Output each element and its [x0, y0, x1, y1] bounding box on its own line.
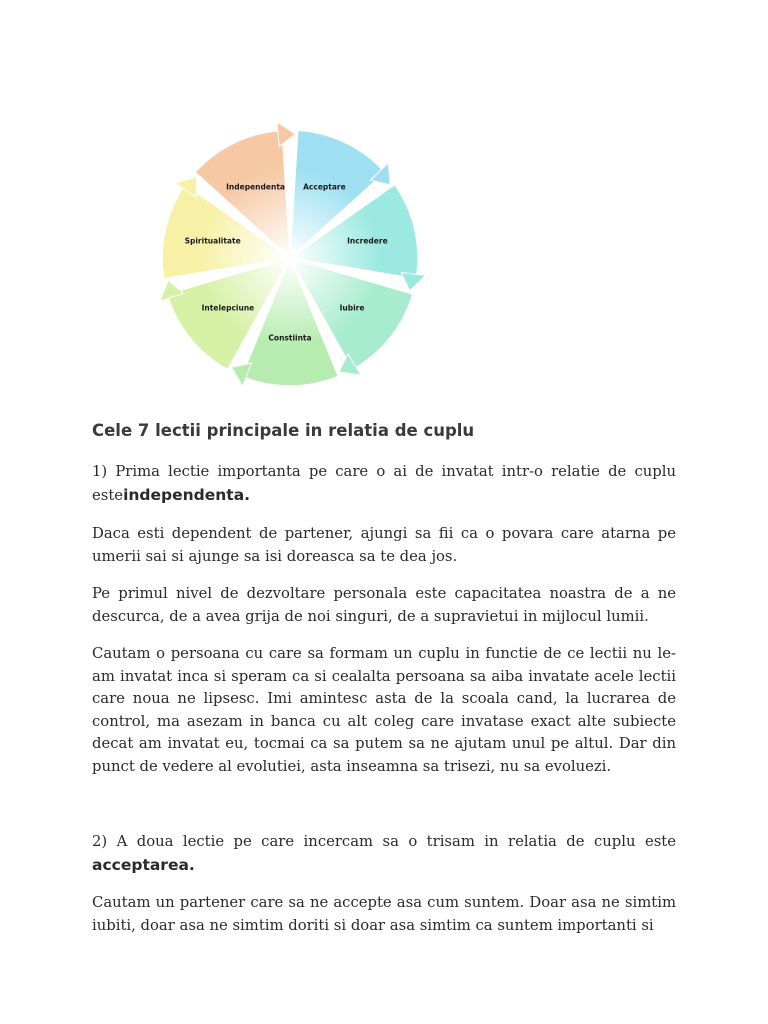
section-heading: Cele 7 lectii principale in relatia de cuplu — [92, 421, 475, 440]
paragraph-cheating: Cautam o persoana cu care sa formam un cuplu in functie de ce lectii nu le-am invatat inca si speram ca si cealalta persoana sa aiba invatate acele lectii care noua ne lipsesc. Imi amintesc asta de la scoala cand, la lucrarea de control, ma asezam in banca cu alt coleg care invatase exact alte subiecte decat am invatat eu, tocmai ca sa putem sa ne ajutam unul pe altul. Dar din punct de vedere al evolutiei, asta inseamna sa trisezi, nu sa evoluezi. — [92, 645, 676, 775]
paragraph-acceptance: Cautam un partener care sa ne accepte asa cum suntem. Doar asa ne simtim iubiti, doar asa ne simtim doriti si doar asa simtim ca suntem importanti si — [92, 894, 676, 934]
lesson-2-text: 2) A doua lectie pe care incercam sa o trisam in relatia de cuplu este — [92, 833, 676, 850]
cycle-diagram-svg — [92, 124, 488, 402]
paragraph-lesson-2 — [92, 831, 676, 877]
diagram-segment-label: Incredere — [347, 236, 388, 246]
diagram-segment-label: Intelepciune — [201, 303, 255, 313]
diagram-segment-label: Spiritualitate — [184, 236, 241, 246]
diagram-segment-label: Acceptare — [303, 182, 346, 192]
paragraph-lesson-1 — [92, 461, 676, 507]
lesson-1-text: 1) Prima lectie importanta pe care o ai de invatat intr-o relatie de cuplu este — [92, 463, 676, 504]
paragraph-first-level: Pe primul nivel de dezvoltare personala este capacitatea noastra de a ne descurca, de a avea grija de noi singuri, de a supravietui in mijlocul lumii. — [92, 585, 676, 625]
diagram-segment-label: Independenta — [226, 182, 285, 192]
lesson-2-keyword: acceptarea. — [92, 855, 195, 874]
diagram-segment-label: Iubire — [339, 303, 365, 313]
diagram-segment-arrow — [401, 272, 426, 290]
diagram-segment-label: Constiinta — [268, 333, 312, 343]
paragraph-dependency: Daca esti dependent de partener, ajungi sa fii ca o povara care atarna pe umerii sai si ajunge sa isi doreasca sa te dea jos. — [92, 525, 676, 565]
lesson-1-keyword: independenta. — [123, 485, 251, 504]
diagram-segment-arrow — [277, 124, 296, 147]
cycle-diagram — [92, 124, 488, 402]
